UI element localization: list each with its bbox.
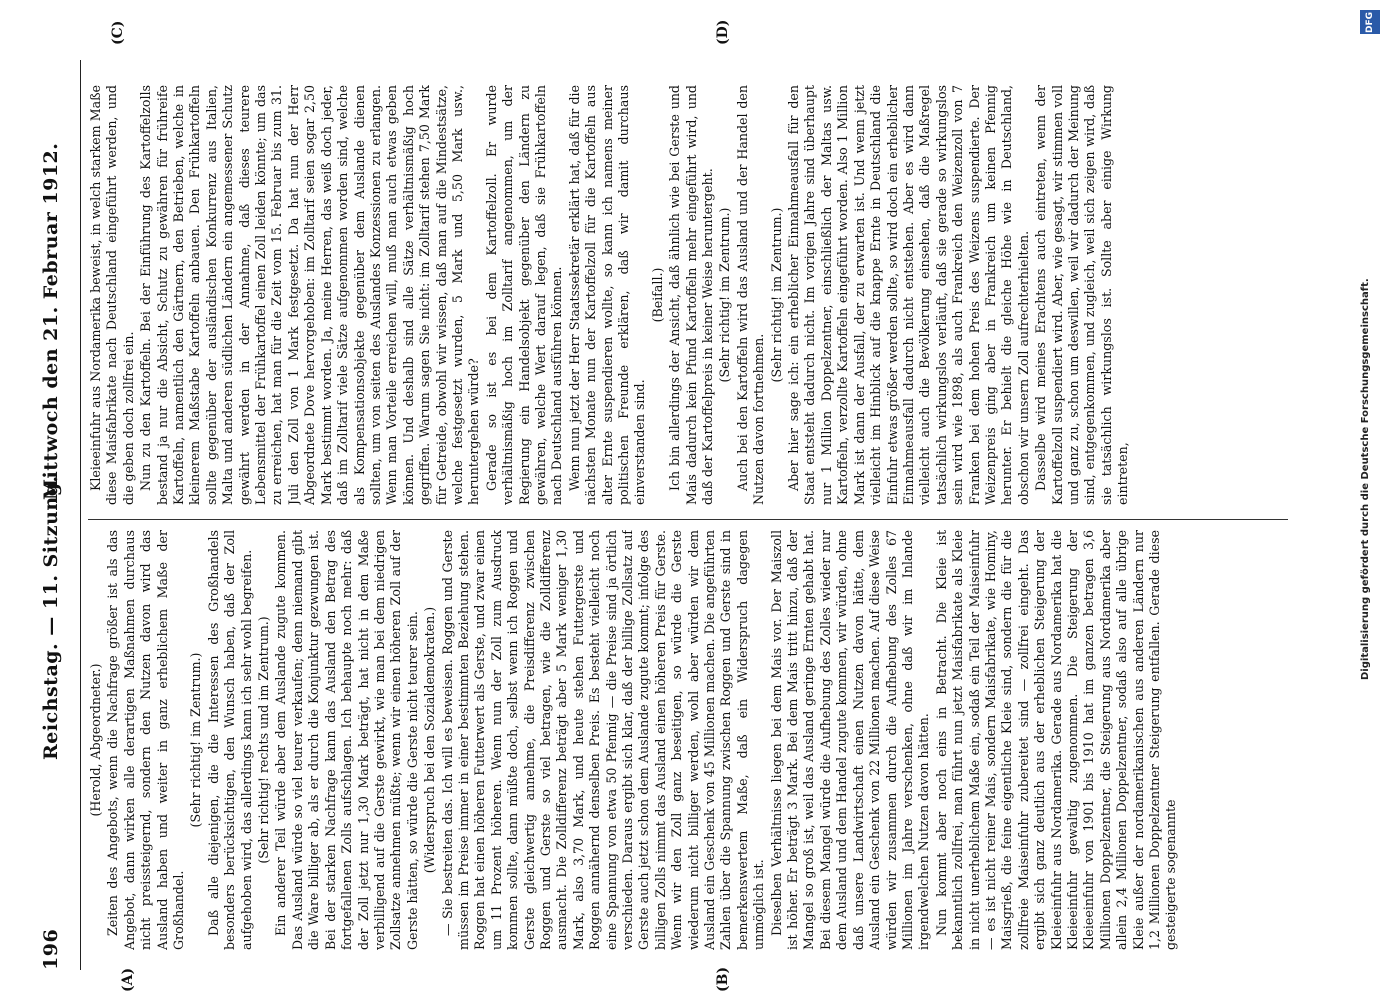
- paragraph: — Sie bestreiten das. Ich will es beweisen. Roggen und Gerste müssen im Preise immer in einer bestimmten Beziehung stehen. Roggen hat einen höheren Futterwert als Gerste, und zwar einen um 11 Prozent höheren. Wenn nun der Zoll zum Ausdruck kommen sollte, dann müßte doch, selbst wenn ich Roggen und Gerste gleichwertig annehme, die Preisdifferenz zwischen Roggen und Gerste so viel betragen, wie die Zolldifferenz ausmacht. Die Zolldifferenz beträgt aber 5 Mark weniger 1,30 Mark, also 3,70 Mark, und heute stehen Futtergerste und Roggen annähernd denselben Preis. Es besteht vielleicht noch eine Spannung von etwa 50 Pfennig — die Preise sind ja örtlich verschieden. Daraus ergibt sich klar, daß der billige Zollsatz auf Gerste auch jetzt schon dem Auslande zugute kommt; infolge des billigen Zolls nimmt das Ausland einen höheren Preis für Gerste. Wenn wir den Zoll ganz beseitigen, so würde die Gerste wiederum nicht billiger werden, wohl aber würden wir dem Ausland ein Geschenk von 45 Millionen machen. Die angeführten Zahlen über die Spannung zwischen Roggen und Gerste sind in bemerkenswertem Maße, daß ein Widerspruch dagegen unmöglich ist.: [439, 530, 767, 950]
- running-header: [40, 70, 80, 970]
- paragraph: Nun zu den Kartoffeln. Bei der Einführung des Kartoffelzolls bestand ja nur die Absicht, Schutz zu gewähren für frühreife Kartoffeln, namentlich den Gärtnern, den Betrieben, welche in kleinerem Maßstabe Kartoffeln anbauen. Den Frühkartoffeln sollte gegenüber der ausländischen Konkurrenz aus Italien, Malta und anderen südlichen Ländern ein angemessener Schutz gewährt werden in der Annahme, daß dieses teurere Lebensmittel der Frühkartoffel einen Zoll leiden könnte; um das zu erreichen, hat man für die Zeit vom 15. Februar bis zum 31. Juli den Zoll von 1 Mark festgesetzt. Da hat nun der Herr Abgeordnete Dove hervorgehoben: im Zolltarif seien sogar 2,50 Mark bestimmt worden. Ja, meine Herren, das weiß doch jeder, daß im Zolltarif viele Sätze aufgenommen worden sind, welche als Kompensationsobjekte gegenüber dem Auslande dienen sollten, um von seiten des Auslandes Konzessionen zu erlangen. Wenn man Vorteile erreichen will, muß man auch etwas geben können. Und deshalb sind alle Sätze verhältnismäßig hoch gegriffen. Warum sagen Sie nicht: im Zolltarif stehen 7,50 Mark für Getreide, obwohl wir wissen, daß man auf die Mindestsätze, welche festgesetzt wurden, 5 Mark und 5,50 Mark usw., heruntergehen würde?: [138, 85, 482, 505]
- paragraph: (Sehr richtig! im Zentrum.): [717, 207, 733, 383]
- paragraph: Nun kommt aber noch eins in Betracht. Die Kleie ist bekanntlich zollfrei, man führt nun jetzt Maisfabrikate als Kleie in nicht unerheblichem Maße ein, sodaß ein Teil der Maiseinfuhr — es ist nicht reiner Mais, sondern Maisfabrikate, wie Hominy, Maisgrieß, die feine eigentliche Kleie sind, sondern die für die zollfreie Maiseinfuhr zubereitet sind — zollfrei eingeht. Das ergibt sich ganz deutlich aus der erheblichen Steigerung der Kleieeinfuhr aus Nordamerika. Gerade aus Nordamerika hat die Kleieeinfuhr gewaltig zugenommen. Die Steigerung der Kleieeinfuhr von 1901 bis 1910 hat im ganzen betragen 3,6 Millionen Doppelzentner, die Steigerung aus Nordamerika aber allein 2,4 Millionen Doppelzentner, sodaß also auf alle übrige Kleie außer der nordamerikanischen aus anderen Ländern nur 1,2 Millionen Doppelzentner Steigerung entfallen. Gerade diese gesteigerte sogenannte: [933, 530, 1179, 950]
- paragraph: (Sehr richtig! im Zentrum.): [768, 207, 784, 383]
- paragraph: Auch bei den Kartoffeln wird das Ausland und der Handel den Nutzen davon fortnehmen.: [734, 85, 767, 505]
- paragraph: Dieselben Verhältnisse liegen bei dem Mais vor. Der Maiszoll ist höher. Er beträgt 3 Mark. Bei dem Mais tritt hinzu, daß der Mangel so groß ist, weil das Ausland geringe Ernten gehabt hat. Bei diesem Mangel würde die Aufhebung des Zolles wieder nur dem Ausland und dem Handel zugute kommen, wir würden, ohne daß unsere Landwirtschaft einen Nutzen davon hätte, dem Ausland ein Geschenk von 22 Millionen machen. Auf diese Weise würden wir zusammen durch die Aufhebung des Zolles 67 Millionen im Jahre verschenken, ohne daß wir im Inlande irgendwelchen Nutzen davon hätten.: [768, 530, 932, 950]
- session-title: Reichstag. — 11. Sitzung.: [40, 475, 62, 760]
- header-rule: [80, 60, 81, 970]
- left-column: [88, 530, 1278, 950]
- paragraph: Ein anderer Teil würde aber dem Auslande zugute kommen. Das Ausland würde so viel teurer verkaufen; denn niemand gibt die Ware billiger ab, als er durch die Konjunktur gezwungen ist. Bei der starken Nachfrage kann das Ausland den Betrag des fortgefallenen Zolls aufschlagen. Ich behaupte noch mehr: daß der Zoll jetzt nur 1,30 Mark beträgt, hat nicht in dem Maße verbilligend auf die Gerste gewirkt, wie man bei dem niedrigen Zollsatze annehmen müßte; wenn wir einen höheren Zoll auf der Gerste hätten, so würde die Gerste nicht teurer sein.: [273, 530, 420, 950]
- dfg-logo: DFG: [1360, 10, 1380, 34]
- right-column: [88, 85, 1278, 505]
- paragraph: (Herold, Abgeordneter.): [88, 663, 103, 817]
- paragraph: Ich bin allerdings der Ansicht, daß ähnlich wie bei Gerste und Mais dadurch kein Pfund Kartoffeln mehr eingeführt wird, und daß der Kartoffelpreis in keiner Weise heruntergeht.: [667, 85, 716, 505]
- paragraph: Wenn nun jetzt der Herr Staatssekretär erklärt hat, daß für die nächsten Monate nun der Kartoffelzoll für die Kartoffeln aus alter Ernte suspendieren wollte, so kann ich namens meiner politischen Freunde erklären, daß wir damit durchaus einverstanden sind.: [566, 85, 648, 505]
- margin-mark-b: (B): [715, 966, 731, 992]
- paragraph: (Beifall.): [649, 267, 665, 323]
- paragraph: Gerade so ist es bei dem Kartoffelzoll. Er wurde verhältnismäßig hoch im Zolltarif angenommen, um der Regierung ein Handelsobjekt gegenüber den Ländern zu gewähren, welche Wert darauf legen, daß sie Frühkartoffeln nach Deutschland ausführen können.: [483, 85, 565, 505]
- paragraph: Aber hier sage ich: ein erheblicher Einnahmeausfall für den Staat entsteht dadurch nicht. Im vorigen Jahre sind überhaupt nur 1 Million Doppelzentner, einschließlich der Maltas usw. Kartoffeln, verzollte Kartoffeln eingeführt worden. Also 1 Million Mark ist dann der Ausfall, der zu erwarten ist. Und wenn jetzt vielleicht im Hinblick auf die knappe Ernte in Deutschland die Einfuhr etwas größer werden sollte, so wird doch ein erheblicher Einnahmeausfall dadurch nicht entstehen. Aber es wird dann vielleicht auch die Bevölkerung einsehen, daß die Maßregel tatsächlich wirkungslos verläuft, daß sie gerade so wirkungslos sein wird wie 1898, als auch Frankreich den Weizenzoll von 7 Franken bei dem hohen Preis des Weizens suspendierte. Der Weizenpreis ging aber in Frankreich um keinen Pfennig herunter. Er behielt die gleiche Höhe wie in Deutschland, obschon wir unsern Zoll aufrechterhielten.: [786, 85, 1031, 505]
- margin-mark-a: (A): [120, 967, 136, 992]
- paragraph: Zeiten des Angebots, wenn die Nachfrage größer ist als das Angebot, dann wirken alle derartigen Maßnahmen durchaus nicht preissteigernd, sondern den Nutzen davon wird das Ausland haben und weiter in ganz erheblichem Maße der Großhandel.: [105, 530, 187, 950]
- column-divider: [88, 519, 1288, 520]
- page-number: 196: [40, 928, 62, 970]
- digitization-credit: Digitalisierung gefördert durch die Deutsche Forschungsgemeinschaft.: [1360, 278, 1371, 680]
- paragraph: Dasselbe wird meines Erachtens auch eintreten, wenn der Kartoffelzoll suspendiert wird. Aber, wie gesagt, wir stimmen voll und ganz zu, schon um deswillen, weil wir dadurch der Meinung sind, entgegenkommen, und zugleich, weil sich zeigen wird, daß sie tatsächlich wirkungslos ist. Sollte aber einige Wirkung eintreten,: [1033, 85, 1131, 505]
- paragraph: (Widerspruch bei den Sozialdemokraten.): [422, 606, 438, 874]
- margin-mark-c: (C): [110, 20, 126, 45]
- margin-mark-d: (D): [715, 19, 731, 45]
- paragraph: Kleieeinfuhr aus Nordamerika beweist, in welch starkem Maße diese Maisfabrikate nach Deutschland eingeführt werden, und die geben doch zollfrei ein.: [88, 85, 136, 505]
- paragraph: (Sehr richtig! rechts und im Zentrum.): [256, 616, 272, 864]
- session-date: Mittwoch den 21. Februar 1912.: [40, 142, 62, 500]
- paragraph: Daß alle diejenigen, die die Interessen des Großhandels besonders berücksichtigen, den Wunsch haben, daß der Zoll aufgehoben wird, das allerdings kann ich sehr wohl begreifen.: [205, 530, 254, 950]
- paragraph: (Sehr richtig! im Zentrum.): [188, 652, 204, 828]
